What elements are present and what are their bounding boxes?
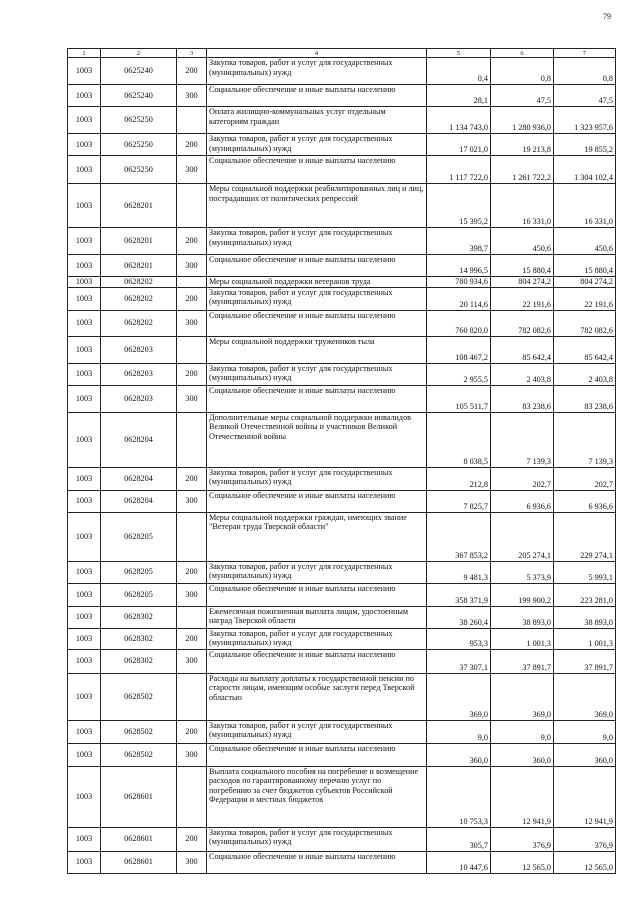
amount-col6: 16 331,0 <box>491 184 554 228</box>
amount-col6: 7 139,3 <box>491 412 554 467</box>
target-code: 0628201 <box>101 255 177 277</box>
section-code: 1003 <box>68 851 101 873</box>
amount-col5: 358 371,9 <box>427 583 491 606</box>
amount-col5: 8 038,5 <box>427 412 491 467</box>
amount-col5: 38 260,4 <box>427 606 491 628</box>
table-row <box>68 490 616 512</box>
target-code: 0628202 <box>101 277 177 288</box>
section-code: 1003 <box>68 156 101 184</box>
amount-col7: 202,7 <box>554 467 616 490</box>
amount-col6: 202,7 <box>491 467 554 490</box>
amount-col5: 9 481,3 <box>427 561 491 583</box>
amount-col7: 376,9 <box>554 827 616 851</box>
table-row <box>68 743 616 766</box>
amount-col7: 47,5 <box>554 85 616 107</box>
amount-col7: 369,0 <box>554 673 616 720</box>
table-row <box>68 255 616 277</box>
section-code: 1003 <box>68 561 101 583</box>
amount-col6: 22 191,6 <box>491 287 554 310</box>
amount-col6: 37 891,7 <box>491 649 554 673</box>
item-name: Расходы на выплату доплаты к государственной пенсии по старости лицам, имеющим особые заслуги перед Тверской областью <box>207 673 427 720</box>
amount-col7: 223 281,0 <box>554 583 616 606</box>
target-code: 0628201 <box>101 228 177 255</box>
amount-col7: 16 331,0 <box>554 184 616 228</box>
table-row <box>68 412 616 467</box>
target-code: 0628502 <box>101 673 177 720</box>
column-number-row <box>68 49 616 58</box>
expense-type-code: 300 <box>177 851 207 873</box>
column-number: 7 <box>554 49 616 58</box>
table-row <box>68 851 616 873</box>
amount-col7: 1 001,3 <box>554 628 616 649</box>
target-code: 0625250 <box>101 134 177 156</box>
section-code: 1003 <box>68 287 101 310</box>
item-name: Меры социальной поддержки реабилитированных лиц и лиц, пострадавших от политических репрессий <box>207 184 427 228</box>
item-name: Закупка товаров, работ и услуг для государственных (муниципальных) нужд <box>207 363 427 385</box>
amount-col5: 15 395,2 <box>427 184 491 228</box>
target-code: 0628205 <box>101 512 177 561</box>
table-row <box>68 512 616 561</box>
amount-col7: 12 565,0 <box>554 851 616 873</box>
amount-col7: 1 304 102,4 <box>554 156 616 184</box>
column-number: 4 <box>207 49 427 58</box>
amount-col6: 804 274,2 <box>491 277 554 288</box>
target-code: 0628204 <box>101 412 177 467</box>
amount-col7: 38 893,0 <box>554 606 616 628</box>
expense-type-code: 200 <box>177 287 207 310</box>
amount-col6: 47,5 <box>491 85 554 107</box>
target-code: 0628302 <box>101 628 177 649</box>
amount-col6: 205 274,1 <box>491 512 554 561</box>
page-number: 79 <box>603 12 611 21</box>
table-row <box>68 385 616 412</box>
item-name: Закупка товаров, работ и услуг для государственных (муниципальных) нужд <box>207 561 427 583</box>
item-name: Социальное обеспечение и иные выплаты населению <box>207 743 427 766</box>
amount-col7: 229 274,1 <box>554 512 616 561</box>
item-name: Социальное обеспечение и иные выплаты населению <box>207 649 427 673</box>
amount-col7: 782 082,6 <box>554 310 616 336</box>
table-row <box>68 336 616 363</box>
amount-col7: 5 993,1 <box>554 561 616 583</box>
table-row <box>68 827 616 851</box>
table-row <box>68 467 616 490</box>
amount-col6: 782 082,6 <box>491 310 554 336</box>
amount-col6: 85 642,4 <box>491 336 554 363</box>
item-name: Социальное обеспечение и иные выплаты населению <box>207 851 427 873</box>
expense-type-code: 200 <box>177 720 207 743</box>
amount-col6: 83 238,6 <box>491 385 554 412</box>
column-number: 5 <box>427 49 491 58</box>
item-name: Закупка товаров, работ и услуг для государственных (муниципальных) нужд <box>207 58 427 85</box>
item-name: Оплата жилищно-коммунальных услуг отдельным категориям граждан <box>207 107 427 134</box>
amount-col5: 28,1 <box>427 85 491 107</box>
amount-col6: 2 403,8 <box>491 363 554 385</box>
table-row <box>68 58 616 85</box>
table-row <box>68 184 616 228</box>
expense-type-code: 300 <box>177 156 207 184</box>
target-code: 0628502 <box>101 743 177 766</box>
target-code: 0625240 <box>101 85 177 107</box>
section-code: 1003 <box>68 310 101 336</box>
expense-type-code <box>177 512 207 561</box>
target-code: 0625250 <box>101 107 177 134</box>
table-row <box>68 583 616 606</box>
expense-type-code: 300 <box>177 255 207 277</box>
item-name: Закупка товаров, работ и услуг для государственных (муниципальных) нужд <box>207 287 427 310</box>
expense-type-code: 200 <box>177 58 207 85</box>
amount-col7: 37 891,7 <box>554 649 616 673</box>
amount-col5: 780 934,6 <box>427 277 491 288</box>
item-name: Закупка товаров, работ и услуг для государственных (муниципальных) нужд <box>207 628 427 649</box>
amount-col7: 83 238,6 <box>554 385 616 412</box>
expense-type-code: 200 <box>177 467 207 490</box>
column-number: 6 <box>491 49 554 58</box>
target-code: 0628203 <box>101 336 177 363</box>
section-code: 1003 <box>68 467 101 490</box>
expense-type-code <box>177 766 207 827</box>
expense-type-code <box>177 336 207 363</box>
target-code: 0628302 <box>101 606 177 628</box>
table-row <box>68 628 616 649</box>
section-code: 1003 <box>68 490 101 512</box>
amount-col6: 450,6 <box>491 228 554 255</box>
expense-type-code <box>177 673 207 720</box>
table-row <box>68 228 616 255</box>
amount-col5: 1 134 743,0 <box>427 107 491 134</box>
section-code: 1003 <box>68 255 101 277</box>
amount-col5: 20 114,6 <box>427 287 491 310</box>
expense-type-code: 300 <box>177 490 207 512</box>
amount-col7: 9,0 <box>554 720 616 743</box>
amount-col6: 6 936,6 <box>491 490 554 512</box>
amount-col7: 804 274,2 <box>554 277 616 288</box>
item-name: Социальное обеспечение и иные выплаты населению <box>207 310 427 336</box>
target-code: 0625250 <box>101 156 177 184</box>
amount-col7: 85 642,4 <box>554 336 616 363</box>
target-code: 0628204 <box>101 490 177 512</box>
amount-col7: 450,6 <box>554 228 616 255</box>
amount-col6: 19 213,8 <box>491 134 554 156</box>
amount-col5: 7 825,7 <box>427 490 491 512</box>
section-code: 1003 <box>68 673 101 720</box>
expense-type-code: 300 <box>177 583 207 606</box>
target-code: 0628601 <box>101 827 177 851</box>
amount-col7: 360,0 <box>554 743 616 766</box>
expense-type-code <box>177 606 207 628</box>
amount-col7: 0,8 <box>554 58 616 85</box>
table-row <box>68 156 616 184</box>
section-code: 1003 <box>68 583 101 606</box>
target-code: 0628205 <box>101 583 177 606</box>
item-name: Закупка товаров, работ и услуг для государственных (муниципальных) нужд <box>207 467 427 490</box>
amount-col6: 376,9 <box>491 827 554 851</box>
section-code: 1003 <box>68 277 101 288</box>
expense-type-code <box>177 412 207 467</box>
column-number: 3 <box>177 49 207 58</box>
table-row <box>68 720 616 743</box>
section-code: 1003 <box>68 58 101 85</box>
target-code: 0628203 <box>101 363 177 385</box>
amount-col5: 9,0 <box>427 720 491 743</box>
amount-col7: 7 139,3 <box>554 412 616 467</box>
section-code: 1003 <box>68 743 101 766</box>
budget-table <box>67 48 616 874</box>
expense-type-code <box>177 107 207 134</box>
amount-col7: 19 855,2 <box>554 134 616 156</box>
amount-col7: 22 191,6 <box>554 287 616 310</box>
amount-col5: 953,3 <box>427 628 491 649</box>
amount-col6: 12 565,0 <box>491 851 554 873</box>
expense-type-code <box>177 277 207 288</box>
amount-col6: 0,8 <box>491 58 554 85</box>
amount-col5: 10 447,6 <box>427 851 491 873</box>
expense-type-code: 300 <box>177 85 207 107</box>
amount-col5: 360,0 <box>427 743 491 766</box>
target-code: 0628601 <box>101 766 177 827</box>
amount-col5: 105 511,7 <box>427 385 491 412</box>
section-code: 1003 <box>68 134 101 156</box>
expense-type-code: 300 <box>177 385 207 412</box>
amount-col6: 12 941,9 <box>491 766 554 827</box>
amount-col5: 108 467,2 <box>427 336 491 363</box>
target-code: 0628202 <box>101 287 177 310</box>
item-name: Ежемесячная пожизненная выплата лицам, удостоенным наград Тверской области <box>207 606 427 628</box>
amount-col5: 0,4 <box>427 58 491 85</box>
amount-col5: 17 021,0 <box>427 134 491 156</box>
expense-type-code: 200 <box>177 228 207 255</box>
amount-col5: 2 955,5 <box>427 363 491 385</box>
amount-col5: 37 307,1 <box>427 649 491 673</box>
amount-col6: 1 001,3 <box>491 628 554 649</box>
target-code: 0628502 <box>101 720 177 743</box>
section-code: 1003 <box>68 336 101 363</box>
amount-col7: 2 403,8 <box>554 363 616 385</box>
item-name: Социальное обеспечение и иные выплаты населению <box>207 255 427 277</box>
item-name: Закупка товаров, работ и услуг для государственных (муниципальных) нужд <box>207 228 427 255</box>
target-code: 0628201 <box>101 184 177 228</box>
target-code: 0628601 <box>101 851 177 873</box>
target-code: 0628205 <box>101 561 177 583</box>
amount-col6: 369,0 <box>491 673 554 720</box>
item-name: Меры социальной поддержки ветеранов труда <box>207 277 427 288</box>
amount-col5: 398,7 <box>427 228 491 255</box>
section-code: 1003 <box>68 649 101 673</box>
section-code: 1003 <box>68 720 101 743</box>
expense-type-code: 200 <box>177 561 207 583</box>
item-name: Меры социальной поддержки тружеников тыла <box>207 336 427 363</box>
amount-col7: 6 936,6 <box>554 490 616 512</box>
expense-type-code: 200 <box>177 628 207 649</box>
item-name: Дополнительные меры социальной поддержки инвалидов Великой Отечественной войны и участников Великой Отечественной войны <box>207 412 427 467</box>
amount-col5: 1 117 722,0 <box>427 156 491 184</box>
amount-col7: 1 323 957,6 <box>554 107 616 134</box>
expense-type-code: 200 <box>177 827 207 851</box>
amount-col5: 305,7 <box>427 827 491 851</box>
expense-type-code: 200 <box>177 363 207 385</box>
target-code: 0628203 <box>101 385 177 412</box>
target-code: 0628204 <box>101 467 177 490</box>
section-code: 1003 <box>68 412 101 467</box>
section-code: 1003 <box>68 228 101 255</box>
target-code: 0628202 <box>101 310 177 336</box>
amount-col6: 5 373,9 <box>491 561 554 583</box>
amount-col6: 9,0 <box>491 720 554 743</box>
amount-col6: 199 900,2 <box>491 583 554 606</box>
section-code: 1003 <box>68 385 101 412</box>
item-name: Социальное обеспечение и иные выплаты населению <box>207 156 427 184</box>
expense-type-code: 300 <box>177 743 207 766</box>
amount-col6: 1 280 936,0 <box>491 107 554 134</box>
amount-col6: 1 261 722,2 <box>491 156 554 184</box>
item-name: Закупка товаров, работ и услуг для государственных (муниципальных) нужд <box>207 720 427 743</box>
table-row <box>68 561 616 583</box>
table-row <box>68 673 616 720</box>
section-code: 1003 <box>68 85 101 107</box>
item-name: Выплата социального пособия на погребение и возмещение расходов по гарантированному перечню услуг по погребению за счет бюджетов субъектов Российской Федерации и местных бюджетов <box>207 766 427 827</box>
item-name: Социальное обеспечение и иные выплаты населению <box>207 85 427 107</box>
target-code: 0628302 <box>101 649 177 673</box>
section-code: 1003 <box>68 606 101 628</box>
table-row <box>68 606 616 628</box>
expense-type-code: 300 <box>177 649 207 673</box>
table-row <box>68 310 616 336</box>
expense-type-code: 300 <box>177 310 207 336</box>
column-number: 2 <box>101 49 177 58</box>
item-name: Социальное обеспечение и иные выплаты населению <box>207 583 427 606</box>
column-number: 1 <box>68 49 101 58</box>
target-code: 0625240 <box>101 58 177 85</box>
section-code: 1003 <box>68 512 101 561</box>
table-row <box>68 287 616 310</box>
amount-col6: 360,0 <box>491 743 554 766</box>
amount-col5: 10 753,3 <box>427 766 491 827</box>
amount-col6: 38 893,0 <box>491 606 554 628</box>
table-row <box>68 277 616 288</box>
amount-col5: 14 996,5 <box>427 255 491 277</box>
section-code: 1003 <box>68 184 101 228</box>
amount-col5: 369,0 <box>427 673 491 720</box>
table-row <box>68 766 616 827</box>
section-code: 1003 <box>68 363 101 385</box>
table-row <box>68 85 616 107</box>
item-name: Меры социальной поддержки граждан, имеющих звание "Ветеран труда Тверской области" <box>207 512 427 561</box>
item-name: Закупка товаров, работ и услуг для государственных (муниципальных) нужд <box>207 134 427 156</box>
amount-col5: 367 853,2 <box>427 512 491 561</box>
amount-col7: 12 941,9 <box>554 766 616 827</box>
table-row <box>68 649 616 673</box>
table-row <box>68 134 616 156</box>
section-code: 1003 <box>68 628 101 649</box>
amount-col5: 212,8 <box>427 467 491 490</box>
amount-col7: 15 880,4 <box>554 255 616 277</box>
expense-type-code <box>177 184 207 228</box>
section-code: 1003 <box>68 766 101 827</box>
item-name: Закупка товаров, работ и услуг для государственных (муниципальных) нужд <box>207 827 427 851</box>
amount-col6: 15 880,4 <box>491 255 554 277</box>
section-code: 1003 <box>68 107 101 134</box>
section-code: 1003 <box>68 827 101 851</box>
item-name: Социальное обеспечение и иные выплаты населению <box>207 490 427 512</box>
item-name: Социальное обеспечение и иные выплаты населению <box>207 385 427 412</box>
table-row <box>68 363 616 385</box>
expense-type-code: 200 <box>177 134 207 156</box>
amount-col5: 760 820,0 <box>427 310 491 336</box>
table-row <box>68 107 616 134</box>
